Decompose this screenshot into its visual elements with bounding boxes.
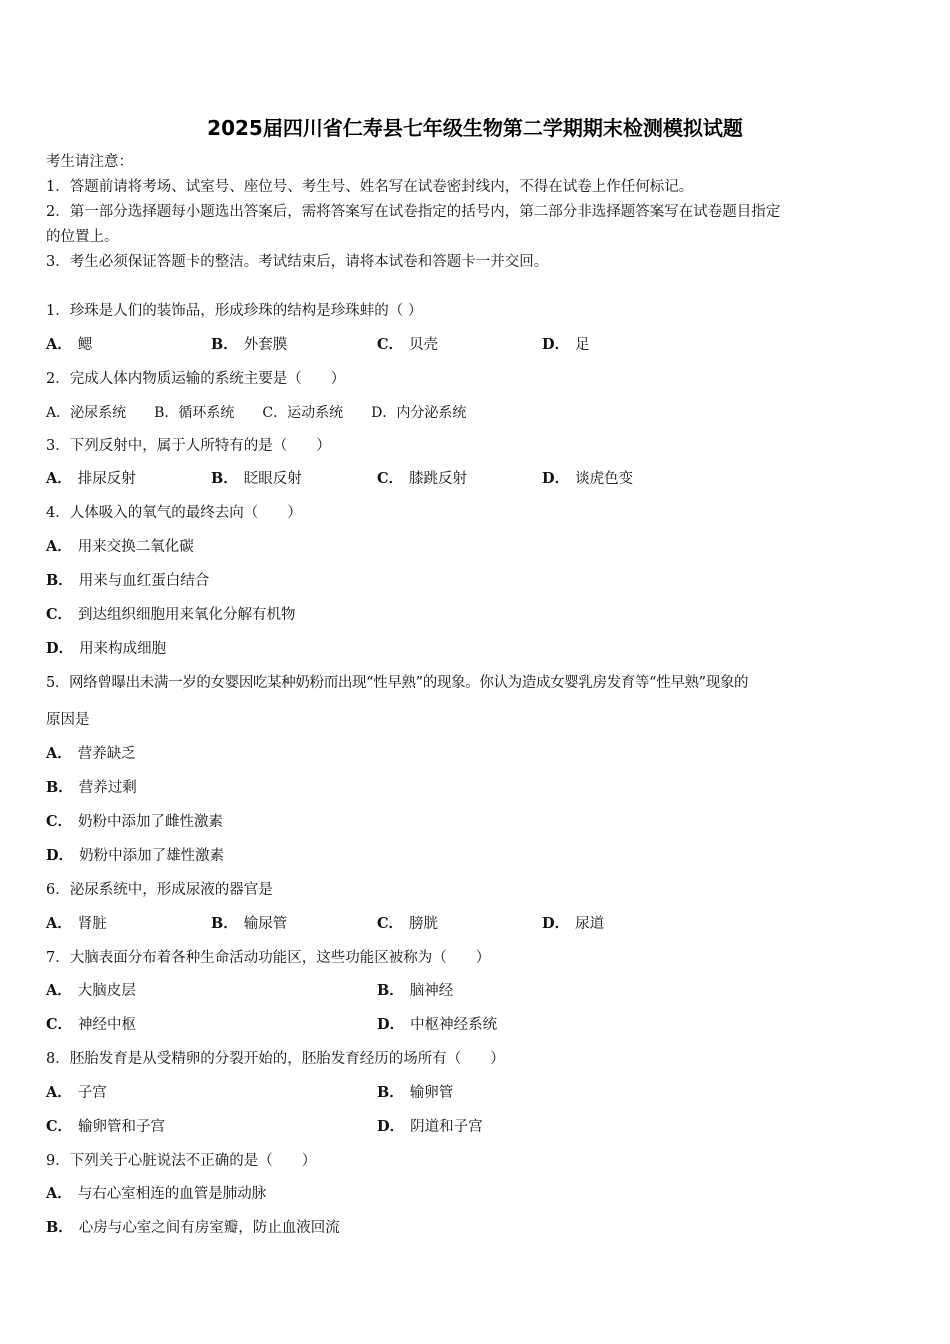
option-label: B． bbox=[377, 1084, 404, 1101]
option-text: 大脑皮层 bbox=[77, 983, 136, 999]
question-stem: 4．人体吸入的氧气的最终去向（ ） bbox=[46, 505, 302, 521]
option-c[interactable] bbox=[46, 1015, 136, 1035]
option-label: C． bbox=[377, 915, 404, 932]
options-line[interactable]: A．泌尿系统 B．循环系统 C．运动系统 D．内分泌系统 bbox=[46, 405, 467, 421]
option-d[interactable] bbox=[46, 846, 224, 866]
option-b[interactable] bbox=[377, 981, 453, 1001]
option-text: 足 bbox=[575, 337, 590, 353]
option-text: 阴道和子宫 bbox=[410, 1119, 483, 1135]
option-c[interactable] bbox=[377, 335, 438, 355]
option-b[interactable] bbox=[211, 914, 287, 934]
option-a[interactable] bbox=[46, 914, 107, 934]
option-text: 用来与血红蛋白结合 bbox=[78, 573, 210, 589]
option-d[interactable] bbox=[542, 469, 633, 489]
notice-heading: 考生请注意： bbox=[46, 154, 133, 170]
option-b[interactable] bbox=[211, 469, 302, 489]
option-text: 与右心室相连的血管是肺动脉 bbox=[77, 1186, 267, 1202]
option-text: 外套膜 bbox=[243, 337, 288, 353]
option-text: 奶粉中添加了雄性激素 bbox=[79, 848, 225, 864]
option-label: A． bbox=[46, 1084, 72, 1101]
question-stem-continued: 原因是 bbox=[46, 712, 90, 728]
option-a[interactable] bbox=[46, 1083, 107, 1103]
option-a[interactable] bbox=[46, 981, 136, 1001]
question-stem: 1．珍珠是人们的装饰品，形成珍珠的结构是珍珠蚌的（ ） bbox=[46, 303, 423, 319]
option-text: 神经中枢 bbox=[78, 1017, 137, 1033]
option-label: B． bbox=[211, 470, 238, 487]
question-stem: 7．大脑表面分布着各种生命活动功能区，这些功能区被称为（ ） bbox=[46, 950, 491, 966]
notice-item: 3．考生必须保证答题卡的整洁。考试结束后，请将本试卷和答题卡一并交回。 bbox=[46, 254, 549, 270]
option-label: D． bbox=[46, 847, 74, 864]
option-c[interactable] bbox=[46, 1117, 165, 1137]
option-a[interactable] bbox=[46, 469, 136, 489]
option-label: C． bbox=[46, 1016, 73, 1033]
option-label: D． bbox=[46, 640, 74, 657]
option-d[interactable] bbox=[377, 1015, 497, 1035]
question-stem: 5．网络曾曝出未满一岁的女婴因吃某种奶粉而出现“性早熟”的现象。你认为造成女婴乳房发育等“性早熟”现象的 bbox=[46, 675, 749, 691]
option-label: B． bbox=[46, 572, 73, 589]
option-text: 营养缺乏 bbox=[77, 746, 136, 762]
option-label: B． bbox=[46, 779, 73, 796]
option-label: A． bbox=[46, 745, 72, 762]
option-b[interactable] bbox=[377, 1083, 453, 1103]
option-text: 到达组织细胞用来氧化分解有机物 bbox=[78, 607, 296, 623]
option-text: 排尿反射 bbox=[77, 471, 136, 487]
question-stem: 3．下列反射中，属于人所特有的是（ ） bbox=[46, 438, 331, 454]
option-c[interactable] bbox=[46, 605, 296, 625]
option-label: A． bbox=[46, 915, 72, 932]
option-text: 贝壳 bbox=[409, 337, 439, 353]
option-text: 鳃 bbox=[77, 337, 93, 353]
option-d[interactable] bbox=[46, 639, 166, 659]
option-label: B． bbox=[377, 982, 404, 999]
option-text: 膝跳反射 bbox=[409, 471, 468, 487]
option-c[interactable] bbox=[377, 914, 438, 934]
notice-item: 2．第一部分选择题每小题选出答案后，需将答案写在试卷指定的括号内，第二部分非选择题答案写在试卷题目指定 bbox=[46, 204, 781, 220]
option-label: C． bbox=[46, 813, 73, 830]
option-label: A． bbox=[46, 982, 72, 999]
option-label: D． bbox=[377, 1016, 405, 1033]
option-text: 膀胱 bbox=[409, 916, 439, 932]
option-text: 用来构成细胞 bbox=[79, 641, 167, 657]
option-text: 输尿管 bbox=[243, 916, 288, 932]
option-text: 心房与心室之间有房室瓣，防止血液回流 bbox=[78, 1220, 340, 1236]
option-a[interactable] bbox=[46, 744, 136, 764]
option-c[interactable] bbox=[377, 469, 467, 489]
option-label: D． bbox=[542, 336, 570, 353]
option-text: 尿道 bbox=[575, 916, 605, 932]
option-label: C． bbox=[377, 336, 404, 353]
option-b[interactable] bbox=[46, 778, 137, 798]
option-text: 脑神经 bbox=[409, 983, 454, 999]
option-text: 子宫 bbox=[77, 1085, 107, 1101]
option-label: D． bbox=[542, 915, 570, 932]
question-stem: 8．胚胎发育是从受精卵的分裂开始的，胚胎发育经历的场所有（ ） bbox=[46, 1051, 505, 1067]
option-label: D． bbox=[542, 470, 570, 487]
page-title: 2025届四川省仁寿县七年级生物第二学期期末检测模拟试题 bbox=[207, 116, 743, 140]
option-label: C． bbox=[46, 1118, 73, 1135]
option-a[interactable] bbox=[46, 1184, 266, 1204]
option-b[interactable] bbox=[46, 571, 209, 591]
notice-item: 的位置上。 bbox=[46, 229, 119, 245]
option-label: B． bbox=[211, 336, 238, 353]
option-label: A． bbox=[46, 1185, 72, 1202]
option-label: D． bbox=[377, 1118, 405, 1135]
option-a[interactable] bbox=[46, 537, 194, 557]
option-label: B． bbox=[211, 915, 238, 932]
option-b[interactable] bbox=[211, 335, 287, 355]
option-label: B． bbox=[46, 1219, 73, 1236]
option-text: 输卵管 bbox=[409, 1085, 454, 1101]
option-label: C． bbox=[377, 470, 404, 487]
option-label: A． bbox=[46, 470, 72, 487]
option-text: 谈虎色变 bbox=[575, 471, 634, 487]
option-c[interactable] bbox=[46, 812, 223, 832]
option-label: A． bbox=[46, 538, 72, 555]
option-d[interactable] bbox=[542, 335, 590, 355]
question-stem: 2．完成人体内物质运输的系统主要是（ ） bbox=[46, 371, 346, 387]
option-label: A． bbox=[46, 336, 72, 353]
option-text: 用来交换二氧化碳 bbox=[77, 539, 194, 555]
option-text: 眨眼反射 bbox=[243, 471, 302, 487]
option-text: 输卵管和子宫 bbox=[78, 1119, 166, 1135]
question-stem: 9．下列关于心脏说法不正确的是（ ） bbox=[46, 1153, 317, 1169]
option-text: 中枢神经系统 bbox=[410, 1017, 498, 1033]
option-label: C． bbox=[46, 606, 73, 623]
option-a[interactable] bbox=[46, 335, 92, 355]
option-text: 营养过剩 bbox=[78, 780, 137, 796]
notice-item: 1．答题前请将考场、试室号、座位号、考生号、姓名写在试卷密封线内，不得在试卷上作任何标记。 bbox=[46, 179, 694, 195]
option-b[interactable] bbox=[46, 1218, 340, 1238]
question-stem: 6．泌尿系统中，形成尿液的器官是 bbox=[46, 882, 273, 898]
option-d[interactable] bbox=[542, 914, 604, 934]
option-d[interactable] bbox=[377, 1117, 483, 1137]
option-text: 肾脏 bbox=[77, 916, 107, 932]
option-text: 奶粉中添加了雌性激素 bbox=[78, 814, 224, 830]
